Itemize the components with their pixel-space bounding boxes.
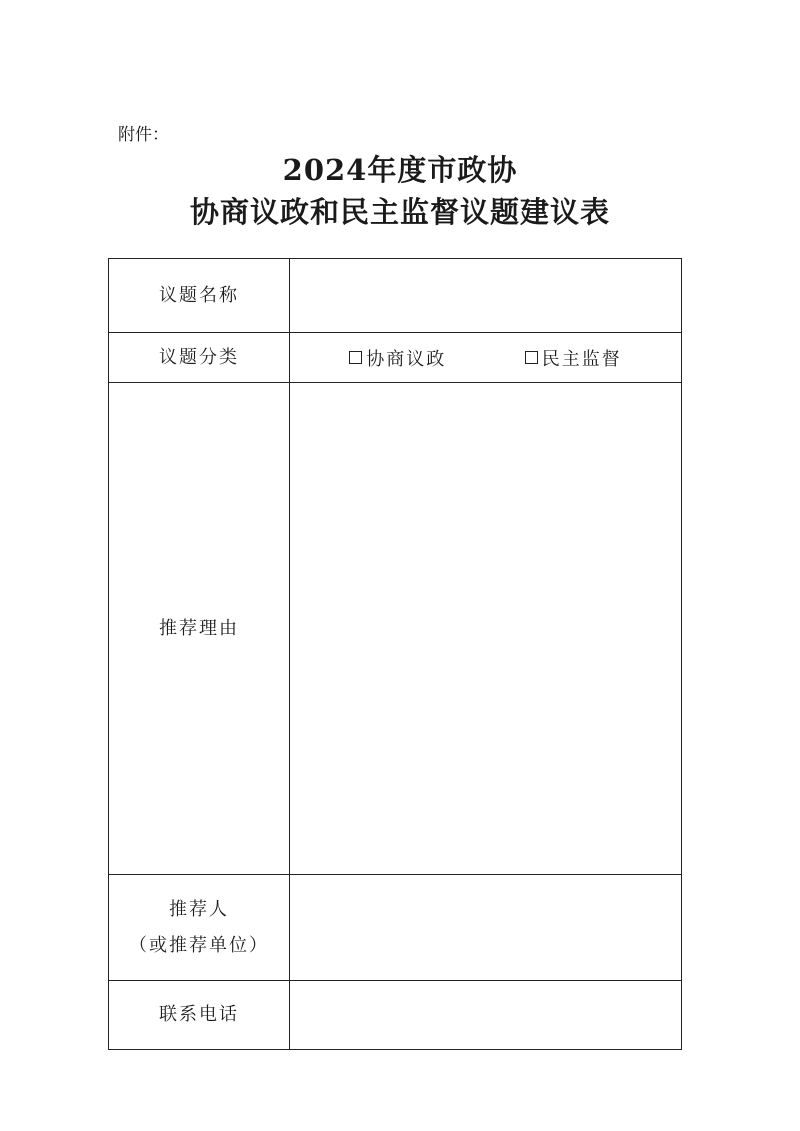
recommend-reason-row	[109, 383, 681, 875]
category-option-supervision[interactable]: 民主监督	[525, 345, 622, 371]
recommender-label: 推荐人 （或推荐单位）	[109, 875, 290, 980]
topic-category-row	[109, 333, 681, 383]
phone-label: 联系电话	[109, 981, 290, 1049]
recommender-field[interactable]	[290, 875, 681, 980]
phone-row	[109, 981, 681, 1049]
topic-name-row	[109, 259, 681, 333]
checkbox-icon[interactable]	[525, 351, 538, 364]
document-title-line2: 协商议政和民主监督议题建议表	[189, 195, 610, 229]
topic-name-field[interactable]	[290, 259, 681, 332]
attachment-label: 附件：	[118, 125, 169, 145]
document-title-line1: 2024年度市政协	[282, 153, 518, 187]
recommend-reason-field[interactable]	[290, 383, 681, 874]
recommend-reason-label: 推荐理由	[109, 383, 290, 874]
recommender-row	[109, 875, 681, 981]
checkbox-icon[interactable]	[349, 351, 362, 364]
topic-category-field	[290, 333, 681, 382]
topic-name-label: 议题名称	[109, 259, 290, 332]
suggestion-form-table	[108, 258, 682, 1050]
phone-field[interactable]	[290, 981, 681, 1049]
topic-category-label: 议题分类	[109, 333, 290, 382]
category-option-consultation[interactable]: 协商议政	[349, 345, 446, 371]
